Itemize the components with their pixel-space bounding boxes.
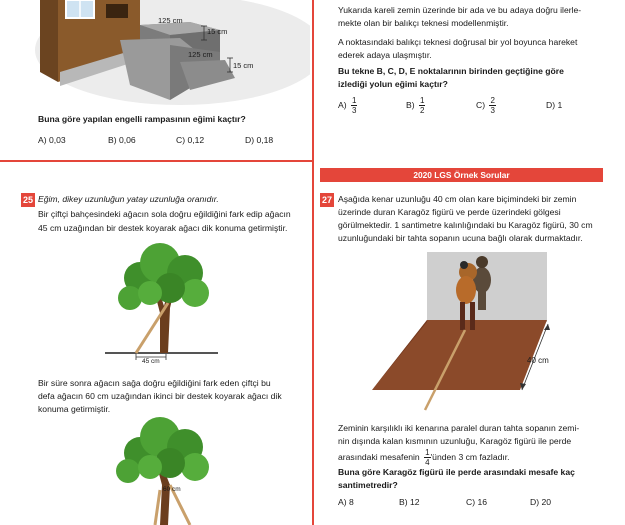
- question-24-text: Buna göre yapılan engelli rampasının eğimi kaçtır?: [38, 114, 246, 124]
- q27-text-line: Aşağıda kenar uzunluğu 40 cm olan kare biçimindeki bir zemin: [338, 194, 577, 204]
- option-c[interactable]: C) 16: [466, 497, 488, 507]
- karagoz-figure: [370, 250, 580, 415]
- rt-text-line: ederek adaya ulaşmıştır.: [338, 50, 432, 60]
- option-d[interactable]: D) 20: [530, 497, 552, 507]
- ramp-label-mid-height: 15 cm: [233, 61, 254, 70]
- q27-question-line: santimetredir?: [338, 480, 398, 490]
- option-b[interactable]: [406, 96, 425, 115]
- option-c[interactable]: C) 0,12: [176, 135, 205, 145]
- option-d[interactable]: D) 1: [546, 100, 563, 110]
- q25-text-line: Bir süre sonra ağacın sağa doğru eğildiğini fark eden çiftçi bu: [38, 378, 271, 388]
- tree2-distance-label: 60 cm: [163, 486, 181, 493]
- option-b-label: B): [406, 99, 415, 110]
- q27-paragraph-line: Zeminin karşılıklı iki kenarına paralel duran tahta sopanın zemi-: [338, 423, 580, 433]
- q25-text-line: konuma getirmiştir.: [38, 404, 111, 414]
- rt-text-line: Yukarıda kareli zemin üzerinde bir ada ve bu adaya doğru ilerle-: [338, 5, 582, 15]
- option-b[interactable]: B) 12: [399, 497, 420, 507]
- question-number-25: 25: [22, 195, 33, 205]
- option-d[interactable]: D) 0,18: [245, 135, 274, 145]
- ramp-label-top: 125 cm: [158, 16, 183, 25]
- question-number-27: 27: [321, 195, 332, 205]
- section-banner: 2020 LGS Örnek Sorular: [320, 168, 603, 182]
- q27-text-line: üzerinde duran Karagöz figürü ve perde üzerindeki gölgesi: [338, 207, 561, 217]
- denominator: 4: [425, 458, 430, 467]
- numerator: 1: [425, 448, 430, 457]
- floor-size-label: 40 cm: [527, 356, 549, 365]
- rt-text-line: A noktasındaki balıkçı teknesi doğrusal bir yol boyunca hareket: [338, 37, 578, 47]
- q27-text-line: görülmektedir. 1 santimetre kalınlığındaki bu Karagöz figürü, 30 cm: [338, 220, 593, 230]
- numerator: 1: [419, 96, 425, 105]
- denominator: 2: [419, 106, 425, 115]
- column-divider: [312, 0, 314, 525]
- option-a[interactable]: A) 8: [338, 497, 354, 507]
- q27-paragraph-text: arasındaki mesafenin: [338, 451, 420, 462]
- numerator: 2: [490, 96, 495, 105]
- option-c[interactable]: [476, 96, 496, 115]
- q25-text-line: defa ağacın 60 cm uzağından ikinci bir destek koyarak ağacı dik: [38, 391, 282, 401]
- option-c-fraction: [489, 96, 495, 115]
- option-a-fraction: [351, 96, 357, 115]
- q27-paragraph-line: [338, 448, 510, 467]
- numerator: 1: [351, 96, 357, 105]
- tree-figure-2: [100, 415, 225, 525]
- q27-paragraph-text: 'ünden 3 cm fazladır.: [430, 451, 510, 462]
- rt-question-line: Bu tekne B, C, D, E noktalarının birinden geçtiğine göre: [338, 66, 564, 76]
- option-b-fraction: [419, 96, 425, 115]
- q25-text-line: Bir çiftçi bahçesindeki ağacın sola doğru eğildiğini fark edip ağacın: [38, 209, 291, 219]
- q27-text-line: uzunluğundaki bir tahta sopanın ucuna bağlı olarak durmaktadır.: [338, 233, 583, 243]
- q27-question-line: Buna göre Karagöz figürü ile perde arasındaki mesafe kaç: [338, 467, 575, 477]
- denominator: 3: [351, 106, 357, 115]
- tree-figure-1: [100, 238, 225, 368]
- tree1-distance-label: 45 cm: [142, 358, 160, 365]
- rt-question-line: izlediği yolun eğimi kaçtır?: [338, 79, 448, 89]
- q25-text-line: 45 cm uzağından bir destek koyarak ağacı dik konuma getirmiştir.: [38, 223, 288, 233]
- ramp-label-mid: 125 cm: [188, 50, 213, 59]
- option-a-label: A): [338, 99, 347, 110]
- ramp-label-top-height: 15 cm: [207, 27, 228, 36]
- q25-heading: Eğim, dikey uzunluğun yatay uzunluğa oranıdır.: [38, 194, 219, 204]
- question-separator: [0, 160, 312, 162]
- option-c-label: C): [476, 99, 486, 110]
- q27-paragraph-line: nin dışında kalan kısmının uzunluğu, Karagöz figürü ile perde: [338, 436, 572, 446]
- rt-text-line: mekte olan bir balıkçı teknesi modellenmiştir.: [338, 18, 509, 28]
- option-a[interactable]: A) 0,03: [38, 135, 66, 145]
- denominator: 3: [490, 106, 495, 115]
- option-a[interactable]: [338, 96, 357, 115]
- option-b[interactable]: B) 0,06: [108, 135, 136, 145]
